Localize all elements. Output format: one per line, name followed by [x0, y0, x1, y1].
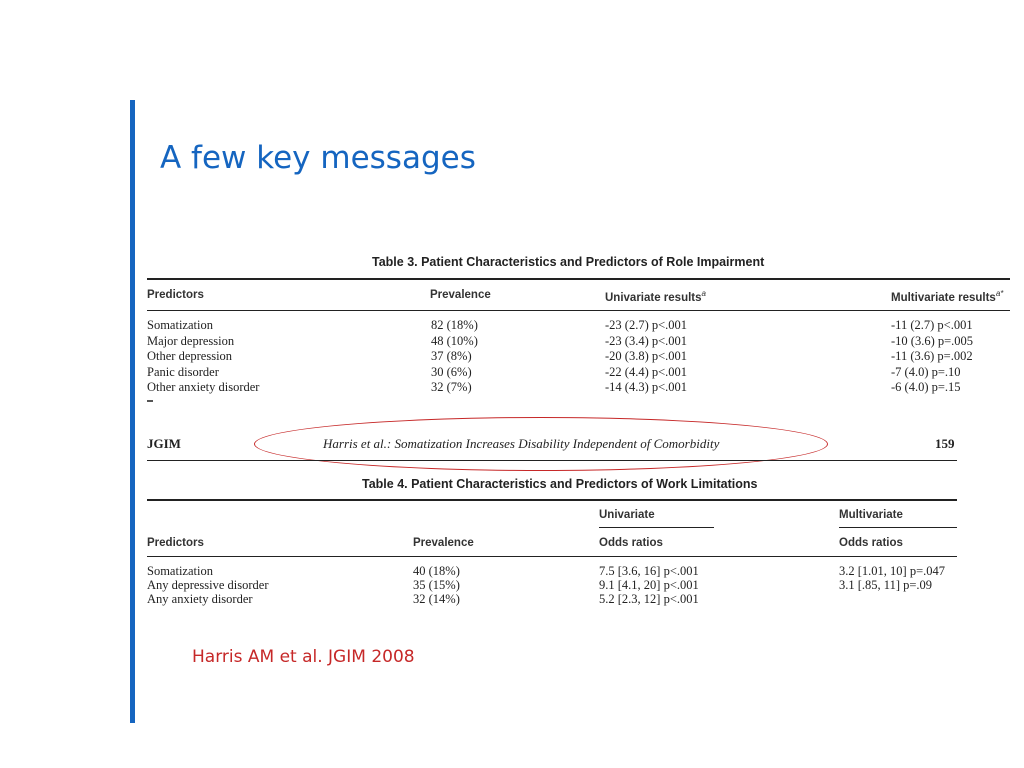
accent-bar: [130, 100, 135, 723]
table3-cell-predictor: Panic disorder: [147, 365, 219, 379]
table4-header-rule: [147, 556, 957, 557]
table3-caption: Table 3. Patient Characteristics and Predictors of Role Impairment: [372, 255, 765, 269]
table3-header-prevalence: Prevalence: [430, 289, 491, 301]
table4-cell-univariate: 7.5 [3.6, 16] p<.001: [599, 564, 699, 578]
table3-header-multivariate: Multivariate results$^{a*}$: [891, 289, 1004, 304]
table3-cell-predictor: Other anxiety disorder: [147, 380, 260, 394]
running-head-rule: [147, 460, 957, 461]
table3-cell-prevalence: 30 (6%): [431, 365, 472, 379]
journal-name: JGIM: [147, 436, 181, 451]
table4-univariate-rule: [599, 527, 714, 528]
table4-cell-univariate: 5.2 [2.3, 12] p<.001: [599, 592, 699, 606]
table3-header-predictors: Predictors: [147, 289, 204, 301]
table4-cell-univariate: 9.1 [4.1, 20] p<.001: [599, 578, 699, 592]
table3-cell-univariate: -23 (3.4) p<.001: [605, 334, 688, 348]
table4-cell-multivariate: 3.2 [1.01, 10] p=.047: [839, 564, 945, 578]
table3-cell-univariate: -20 (3.8) p<.001: [605, 349, 688, 363]
cut-off-text-fragment: [147, 400, 153, 402]
table3-cell-multivariate: -11 (3.6) p=.002: [891, 349, 973, 363]
table3-cell-univariate: -22 (4.4) p<.001: [605, 365, 688, 379]
table4-cell-predictor: Somatization: [147, 564, 213, 578]
table3-cell-multivariate: -7 (4.0) p=.10: [891, 365, 961, 379]
table3-cell-prevalence: 37 (8%): [431, 349, 472, 363]
table3-top-rule: [147, 278, 1010, 280]
table4-group-univariate: Univariate: [599, 509, 655, 521]
table4-cell-predictor: Any anxiety disorder: [147, 592, 253, 606]
table4-multivariate-rule: [839, 527, 957, 528]
table4-header-multivariate: Odds ratios: [839, 537, 903, 549]
table3-cell-predictor: Somatization: [147, 318, 213, 332]
table3-cell-multivariate: -6 (4.0) p=.15: [891, 380, 961, 394]
page-number: 159: [935, 436, 955, 451]
table4-header-prevalence: Prevalence: [413, 537, 474, 549]
table3-cell-predictor: Other depression: [147, 349, 233, 363]
table3-header-univariate: Univariate results$^a$: [605, 289, 706, 304]
table4-cell-prevalence: 32 (14%): [413, 592, 460, 606]
table4-header-univariate: Odds ratios: [599, 537, 663, 549]
table3-cell-univariate: -14 (4.3) p<.001: [605, 380, 688, 394]
highlight-ellipse: [254, 417, 828, 471]
table4-group-multivariate: Multivariate: [839, 509, 903, 521]
table4-cell-multivariate: 3.1 [.85, 11] p=.09: [839, 578, 933, 592]
citation: Harris AM et al. JGIM 2008: [192, 647, 415, 667]
table4-header-predictors: Predictors: [147, 537, 204, 549]
table4-cell-prevalence: 35 (15%): [413, 578, 460, 592]
table3-cell-prevalence: 48 (10%): [431, 334, 478, 348]
table3-cell-multivariate: -11 (2.7) p<.001: [891, 318, 973, 332]
table3-cell-prevalence: 32 (7%): [431, 380, 472, 394]
table3-cell-predictor: Major depression: [147, 334, 235, 348]
table3-cell-multivariate: -10 (3.6) p=.005: [891, 334, 974, 348]
table4-caption: Table 4. Patient Characteristics and Predictors of Work Limitations: [362, 477, 758, 491]
table3-header-rule: [147, 310, 1010, 311]
slide-title: A few key messages: [160, 140, 476, 176]
running-head-title: Harris et al.: Somatization Increases Disability Independent of Comorbidity: [323, 436, 720, 451]
table4-cell-prevalence: 40 (18%): [413, 564, 460, 578]
table3-cell-prevalence: 82 (18%): [431, 318, 478, 332]
table4-top-rule: [147, 499, 957, 501]
table4-cell-predictor: Any depressive disorder: [147, 578, 269, 592]
table3-cell-univariate: -23 (2.7) p<.001: [605, 318, 688, 332]
